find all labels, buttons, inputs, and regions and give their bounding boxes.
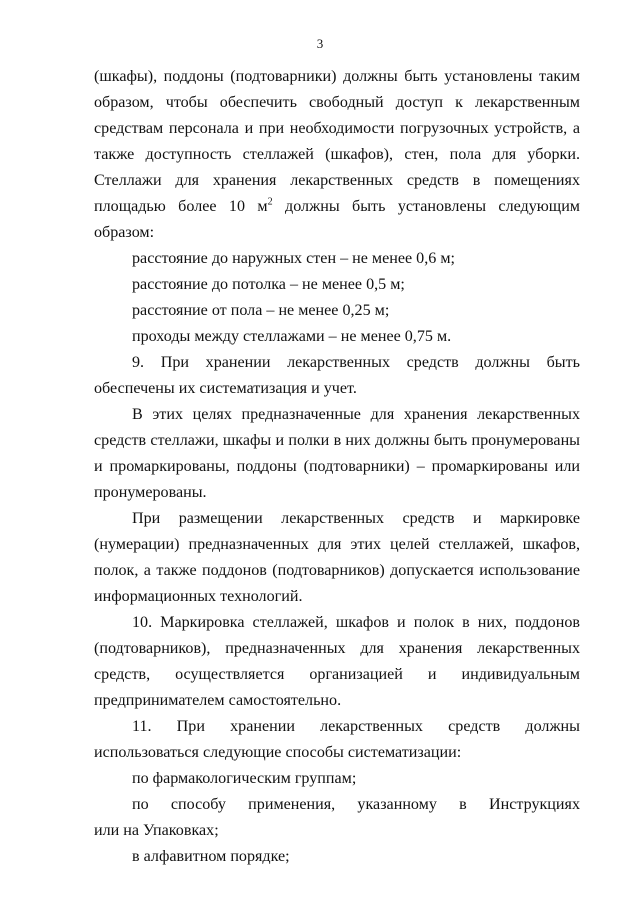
document-body — [94, 64, 580, 870]
paragraph-item-11: 11. При хранении лекарственных средств должны использоваться следующие способы систематизации: — [94, 718, 580, 761]
paragraph-item-10: 10. Маркировка стеллажей, шкафов и полок в них, поддонов (подтоварников), предназначенных для хранения лекарственных средств, осуществляется организацией и индивидуальным предпринимателем самостоятельно. — [94, 614, 580, 709]
list-item: расстояние от пола – не менее 0,25 м; — [132, 302, 390, 319]
paragraph-text-end: должны быть установлены следующим образом: — [94, 198, 580, 241]
list-item: по способу применения, указанному в Инструкциях — [132, 796, 580, 813]
paragraph-information-technology: При размещении лекарственных средств и маркировке (нумерации) предназначенных для этих целей стеллажей, шкафов, полок, а также поддонов (подтоварников) допускается использование информационных технологий. — [94, 510, 580, 605]
paragraph-numbering: В этих целях предназначенные для хранения лекарственных средств стеллажи, шкафы и полки в них должны быть пронумерованы и промаркированы, поддоны (подтоварники) – промаркированы или пронумерованы. — [94, 406, 580, 501]
list-item: проходы между стеллажами – не менее 0,75 м. — [132, 328, 452, 345]
paragraph-text: (шкафы), поддоны (подтоварники) должны быть установлены таким образом, чтобы обеспечить свободный доступ к лекарственным средствам персонала и при необходимости погрузочных устройств, а также доступность стеллажей (шкафов), стен, пола для уборки. Стеллажи для хранения лекарственных средств в помещениях площадью более 10 м — [94, 68, 580, 215]
list-item: расстояние до наружных стен – не менее 0,6 м; — [132, 250, 455, 267]
page-number: 3 — [316, 36, 324, 51]
superscript-squared: 2 — [267, 196, 273, 208]
list-item: в алфавитном порядке; — [132, 848, 290, 865]
paragraph-shelving-placement — [94, 64, 580, 246]
paragraph-item-9: 9. При хранении лекарственных средств должны быть обеспечены их систематизация и учет. — [94, 354, 580, 397]
list-item: по фармакологическим группам; — [132, 770, 357, 787]
list-item: расстояние до потолка – не менее 0,5 м; — [132, 276, 405, 293]
list-item-continuation: или на Упаковках; — [94, 822, 219, 839]
